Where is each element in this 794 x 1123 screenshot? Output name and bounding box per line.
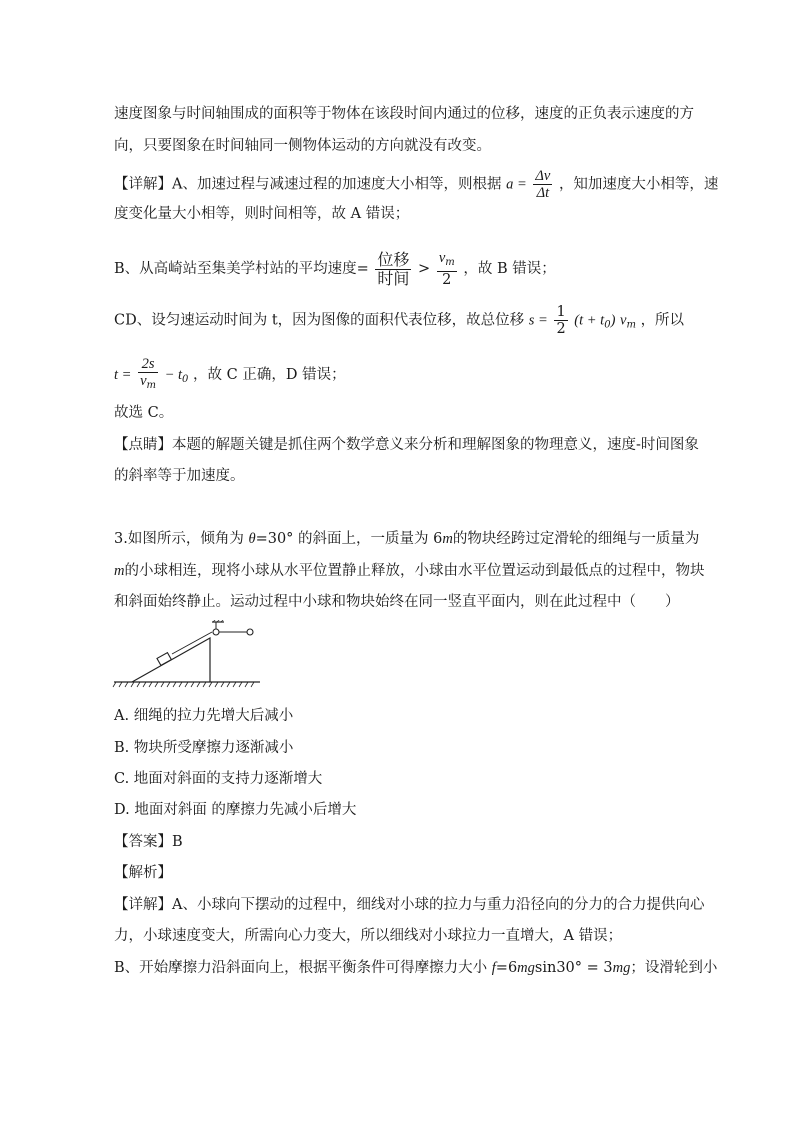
acceleration-fraction <box>533 168 552 201</box>
theta-symbol: θ <box>248 531 256 547</box>
mg-symbol: mg <box>612 960 631 976</box>
f-symbol: f <box>491 960 496 976</box>
t0-subscript: 0 <box>182 374 189 385</box>
fraction-numerator: 位移 <box>377 249 410 269</box>
t-fraction <box>138 356 158 394</box>
option-a: A. 细绳的拉力先增大后减小 <box>114 708 294 724</box>
paren-close: ) <box>610 312 616 329</box>
paragraph-line: 向，只要图象在时间轴同一侧物体运动的方向就没有改变。 <box>114 138 491 154</box>
detail-text: B、开始摩擦力沿斜面向上，根据平衡条件可得摩擦力大小 <box>114 960 492 976</box>
detail3-line <box>114 958 717 978</box>
v-subscript: m <box>445 257 455 268</box>
incline-pulley-figure <box>112 620 262 690</box>
choose-line: 故选 C。 <box>114 405 174 421</box>
detail-text: =6 <box>495 960 518 976</box>
vm-subscript: m <box>626 319 636 331</box>
mg-symbol: mg <box>517 960 535 976</box>
average-speed-fraction <box>375 251 411 288</box>
fraction-denominator: 时间 <box>377 268 410 288</box>
detail3-line: 力，小球速度变大，所需向心力变大，所以细线对小球拉力一直增大，A 错误； <box>114 928 623 944</box>
vm-half-fraction <box>437 250 457 288</box>
question-text: 的物块经跨过定滑轮的细绳与一质量为 <box>452 531 700 547</box>
note-line: 的斜率等于加速度。 <box>114 468 245 484</box>
analysis-text: B、从高崎站至集美学村站的平均速度= <box>114 261 369 277</box>
mass-symbol: m <box>442 531 453 547</box>
detail-text: sin30° = 3 <box>534 960 613 976</box>
option-cd-analysis <box>114 304 684 337</box>
note-line: 【点睛】本题的解题关键是抓住两个数学意义来分析和理解图象的物理意义，速度-时间图象 <box>114 437 699 453</box>
t-equals: t = <box>114 367 132 383</box>
question-text: =30° 的斜面上，一质量为 6 <box>255 531 443 547</box>
answer-line: 【答案】B <box>114 834 183 850</box>
question3-line <box>114 561 704 581</box>
question3-line <box>114 529 699 549</box>
greater-than: > <box>418 261 431 277</box>
s-equals: s = <box>528 312 548 329</box>
fraction-denominator: 2 <box>442 272 452 288</box>
detail-text: 【详解】A、加速过程与减速过程的加速度大小相等，则根据 <box>114 176 502 193</box>
detail3-line: 【详解】A、小球向下摆动的过程中，细线对小球的拉力与重力沿径向的分力的合力提供向心 <box>114 897 705 913</box>
half-fraction <box>554 304 567 337</box>
question-text: 的小球相连，现将小球从水平位置静止释放，小球由水平位置运动到最低点的过程中，物块 <box>124 563 705 579</box>
question3-line: 和斜面始终静止。运动过程中小球和物块始终在同一竖直平面内，则在此过程中（ ） <box>114 594 680 610</box>
minus-t: − t <box>164 367 183 383</box>
v-symbol: v <box>438 250 446 266</box>
fraction-numerator: 1 <box>556 304 566 320</box>
detail-text: ，知加速度大小相等，速 <box>558 176 719 193</box>
paragraph-line: 度变化量大小相等，则时间相等，故 A 错误； <box>114 206 410 222</box>
mass-symbol: m <box>114 563 125 579</box>
analysis-heading: 【解析】 <box>114 865 172 881</box>
t0-subscript: 0 <box>604 319 611 331</box>
v-subscript: m <box>146 380 156 391</box>
fraction-numerator: 2s <box>138 356 158 373</box>
paren-expression: (t + t <box>574 312 605 329</box>
analysis-text: ，故 C 正确，D 错误； <box>193 367 346 383</box>
detail-text: ；设滑轮到小 <box>630 960 718 976</box>
option-b-analysis <box>114 250 556 288</box>
fraction-numerator: Δv <box>535 168 551 184</box>
analysis-text: CD、设匀速运动时间为 t，因为图像的面积代表位移，故总位移 <box>114 312 525 329</box>
detail-line <box>114 168 718 201</box>
option-d: D. 地面对斜面 的摩擦力先减小后增大 <box>114 802 357 818</box>
fraction-denominator: Δt <box>536 185 550 201</box>
option-c: C. 地面对斜面的支持力逐渐增大 <box>114 771 323 787</box>
v-symbol: v <box>140 373 147 389</box>
t-formula-line <box>114 356 346 394</box>
option-b: B. 物块所受摩擦力逐渐减小 <box>114 740 294 756</box>
fraction-denominator: 2 <box>556 321 566 337</box>
analysis-text: ，故 B 错误； <box>463 261 556 277</box>
paragraph-line: 速度图象与时间轴围成的面积等于物体在该段时间内通过的位移，速度的正负表示速度的方 <box>114 106 694 122</box>
vm-symbol: v <box>620 312 627 329</box>
analysis-text: ，所以 <box>640 312 685 329</box>
formula-lhs: a = <box>506 176 527 193</box>
question-text: 3.如图所示，倾角为 <box>114 531 244 547</box>
